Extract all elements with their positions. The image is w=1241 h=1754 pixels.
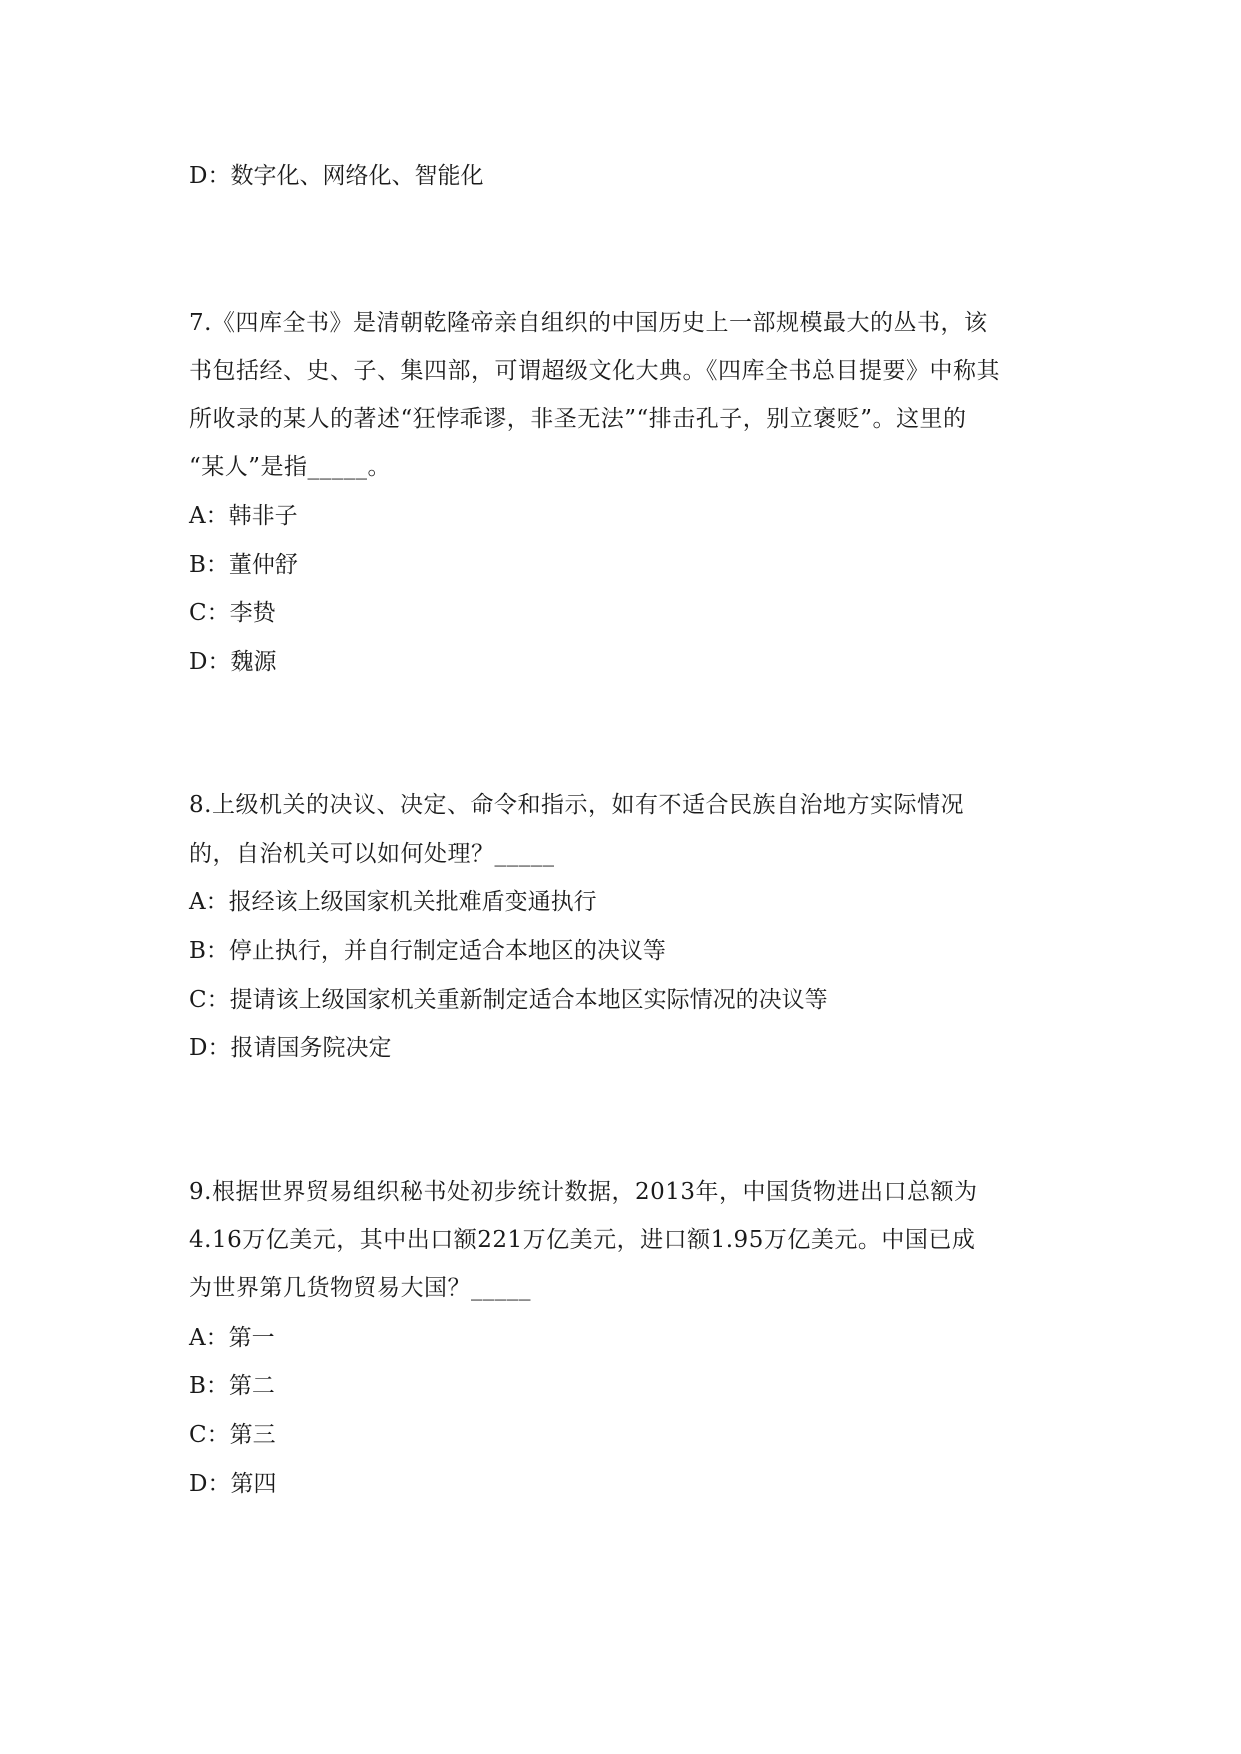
question-8-option-d: D：报请国务院决定 — [189, 1035, 392, 1061]
question-7-stem-line-3: 所收录的某人的著述“狂悖乖谬，非圣无法”“排击孔子，别立褒贬”。这里的 — [189, 406, 967, 432]
question-9-option-c: C：第三 — [189, 1422, 276, 1448]
question-9-stem-line-1: 9.根据世界贸易组织秘书处初步统计数据，2013年，中国货物进出口总额为 — [189, 1179, 978, 1205]
question-7-option-b: B：董仲舒 — [189, 552, 298, 578]
question-9-stem-line-2: 4.16万亿美元，其中出口额221万亿美元，进口额1.95万亿美元。中国已成 — [189, 1227, 976, 1253]
question-9-option-d: D：第四 — [189, 1471, 277, 1497]
question-7-stem-line-2: 书包括经、史、子、集四部，可谓超级文化大典。《四库全书总目提要》中称其 — [189, 358, 1000, 384]
question-9-option-b: B：第二 — [189, 1373, 275, 1399]
question-7-option-a: A：韩非子 — [189, 503, 298, 529]
question-7-stem-line-4: “某人”是指_____。 — [189, 454, 392, 480]
question-7-option-c: C：李贽 — [189, 600, 276, 626]
question-7-option-d: D：魏源 — [189, 649, 277, 675]
question-8-option-c: C：提请该上级国家机关重新制定适合本地区实际情况的决议等 — [189, 987, 828, 1013]
question-9-option-a: A：第一 — [189, 1325, 275, 1351]
question-9-stem-line-3: 为世界第几货物贸易大国？_____ — [189, 1275, 531, 1301]
question-8-option-a: A：报经该上级国家机关批难盾变通执行 — [189, 889, 597, 915]
question-7-stem-line-1: 7.《四库全书》是清朝乾隆帝亲自组织的中国历史上一部规模最大的丛书，该 — [189, 310, 988, 336]
question-8-stem-line-2: 的，自治机关可以如何处理？_____ — [189, 841, 555, 867]
option-d-fragment: D：数字化、网络化、智能化 — [189, 163, 484, 189]
question-8-option-b: B：停止执行，并自行制定适合本地区的决议等 — [189, 938, 666, 964]
question-8-stem-line-1: 8.上级机关的决议、决定、命令和指示，如有不适合民族自治地方实际情况 — [189, 792, 964, 818]
